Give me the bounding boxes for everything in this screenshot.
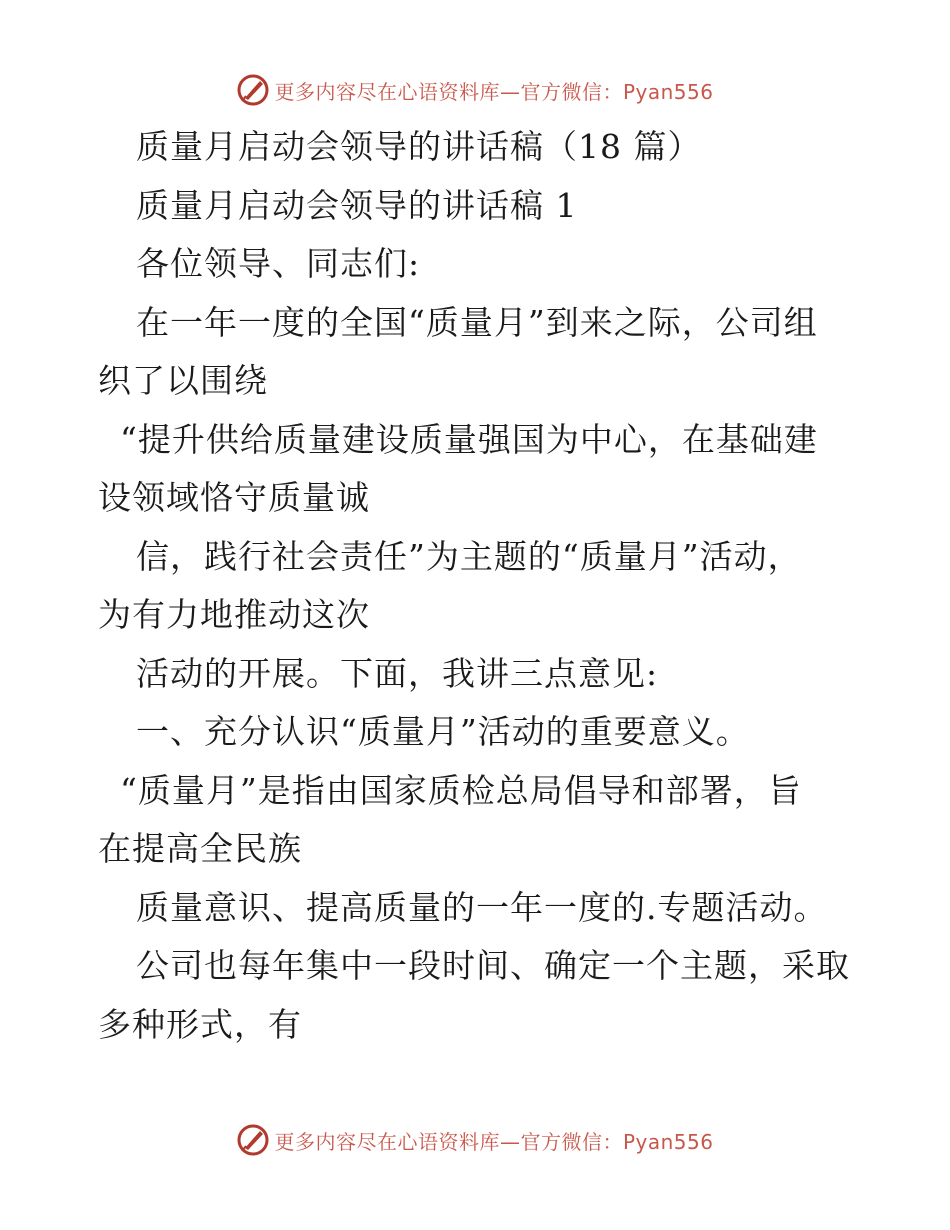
paragraph-line: 设领域恪守质量诚 bbox=[98, 478, 370, 517]
section-heading: 质量月启动会领导的讲话稿 1 bbox=[136, 185, 578, 225]
paragraph-line: “质量月”是指由国家质检总局倡导和部署，旨 bbox=[120, 770, 802, 810]
paragraph-line: “提升供给质量建设质量强国为中心，在基础建 bbox=[120, 419, 818, 459]
paragraph-line: 织了以围绕 bbox=[98, 361, 268, 400]
document-body bbox=[98, 118, 858, 1054]
paragraph-line: 在提高全民族 bbox=[98, 829, 302, 868]
quill-pen-logo-icon bbox=[236, 1123, 270, 1157]
header-banner bbox=[0, 70, 950, 110]
paragraph-line: 为有力地推动这次 bbox=[98, 595, 370, 634]
paragraph-line: 公司也每年集中一段时间、确定一个主题，采取 bbox=[136, 946, 850, 985]
subheading: 一、充分认识“质量月”活动的重要意义。 bbox=[136, 712, 750, 751]
footer-banner-text: 更多内容尽在心语资料库—官方微信：Pyan556 bbox=[274, 1129, 714, 1154]
paragraph-line: 在一年一度的全国“质量月”到来之际，公司组 bbox=[136, 302, 818, 342]
footer-banner bbox=[0, 1120, 950, 1160]
document-title: 质量月启动会领导的讲话稿（18 篇） bbox=[136, 127, 702, 166]
paragraph-line: 多种形式，有 bbox=[98, 1004, 302, 1044]
quill-pen-logo-icon bbox=[236, 73, 270, 107]
salutation: 各位领导、同志们: bbox=[136, 244, 421, 283]
paragraph-line: 质量意识、提高质量的一年一度的.专题活动。 bbox=[136, 887, 828, 927]
header-banner-text: 更多内容尽在心语资料库—官方微信：Pyan556 bbox=[274, 79, 714, 104]
paragraph-line: 信，践行社会责任”为主题的“质量月”活动， bbox=[136, 536, 802, 576]
paragraph-line: 活动的开展。下面，我讲三点意见: bbox=[136, 653, 659, 693]
